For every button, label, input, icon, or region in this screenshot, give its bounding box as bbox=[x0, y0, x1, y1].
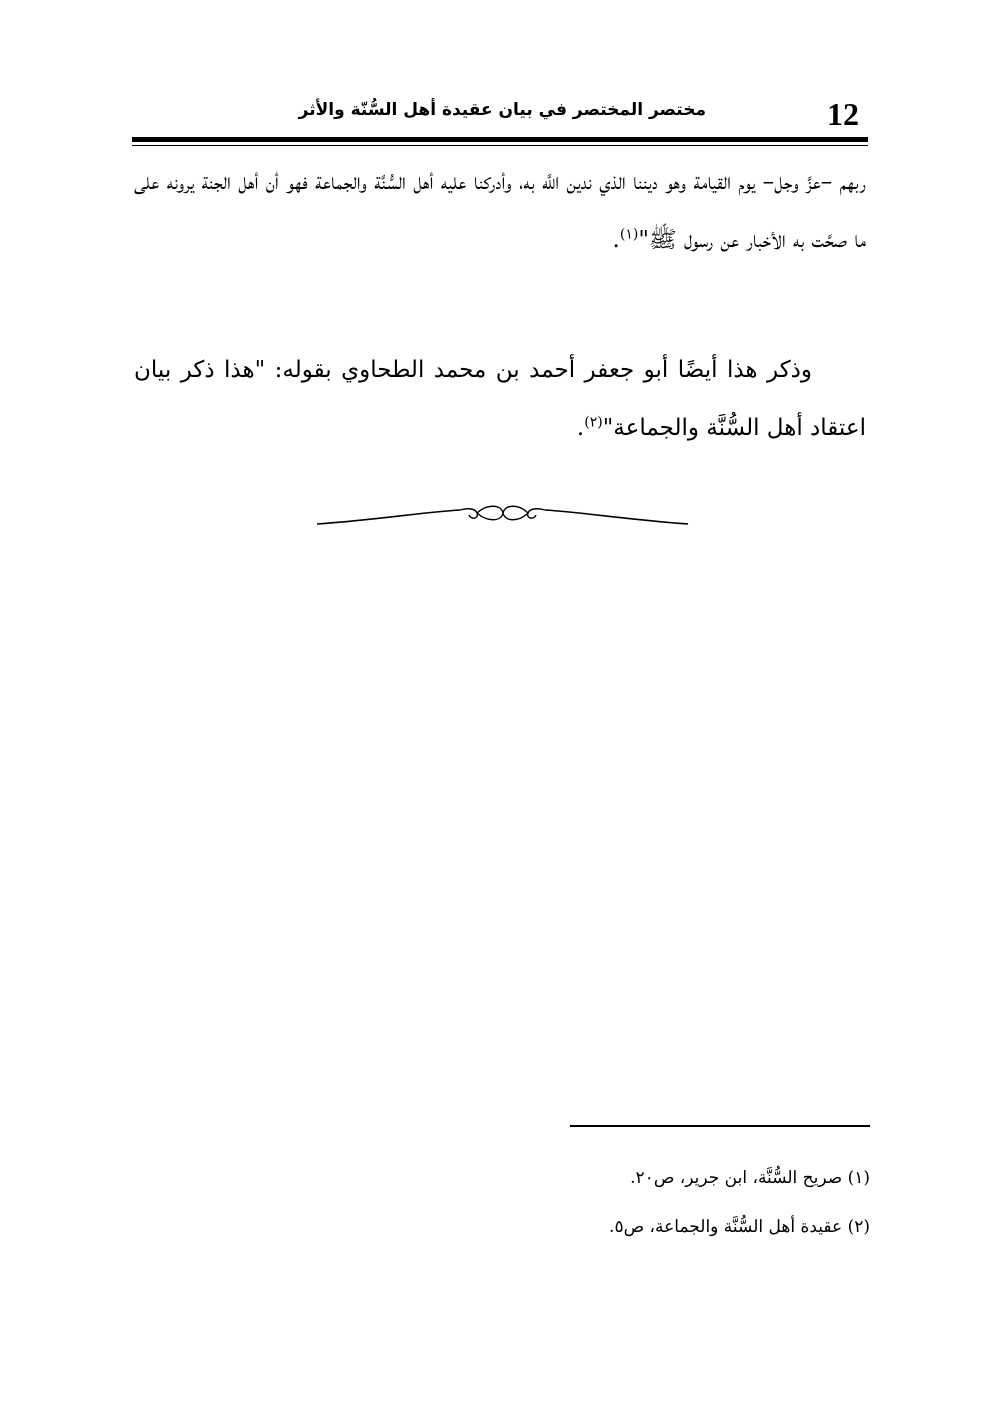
footnote-2: (٢) عقيدة أهل السُّنَّة والجماعة، ص٥. bbox=[609, 1217, 870, 1237]
footnote-ref-1: (١) bbox=[619, 226, 639, 243]
footnote-rule bbox=[570, 1125, 870, 1127]
running-header-title: مختصر المختصر في بيان عقيدة أهل السُّنّة والأثر bbox=[298, 100, 706, 120]
body-paragraph-1 bbox=[134, 153, 866, 269]
footnote-1: (١) صريح السُّنَّة، ابن جرير، ص٢٠. bbox=[630, 1168, 870, 1188]
page-number: 12 bbox=[827, 96, 859, 132]
header-rule-thick bbox=[132, 137, 868, 142]
body-paragraph-2 bbox=[134, 341, 866, 457]
paragraph-1-end: . bbox=[612, 227, 620, 253]
section-divider-ornament bbox=[315, 500, 690, 540]
paragraph-2-end: . bbox=[576, 415, 585, 441]
footnote-ref-2: (٢) bbox=[584, 414, 603, 431]
paragraph-1-text: ربهم –عزَّ وجل– يوم القيامة وهو ديننا الذي ندين اللَّه به، وأدركنا عليه أهل السُّنَّة والجماعة فهو أن أهل الجنة يرونه على ما صحَّت به الأخبار عن رسول ﷺ" bbox=[134, 169, 866, 253]
header-rule-thin bbox=[132, 145, 868, 146]
paragraph-2-text: وذكر هذا أيضًا أبو جعفر أحمد بن محمد الطحاوي بقوله: "هذا ذكر بيان اعتقاد أهل السُّنَّة والجماعة" bbox=[134, 357, 866, 441]
